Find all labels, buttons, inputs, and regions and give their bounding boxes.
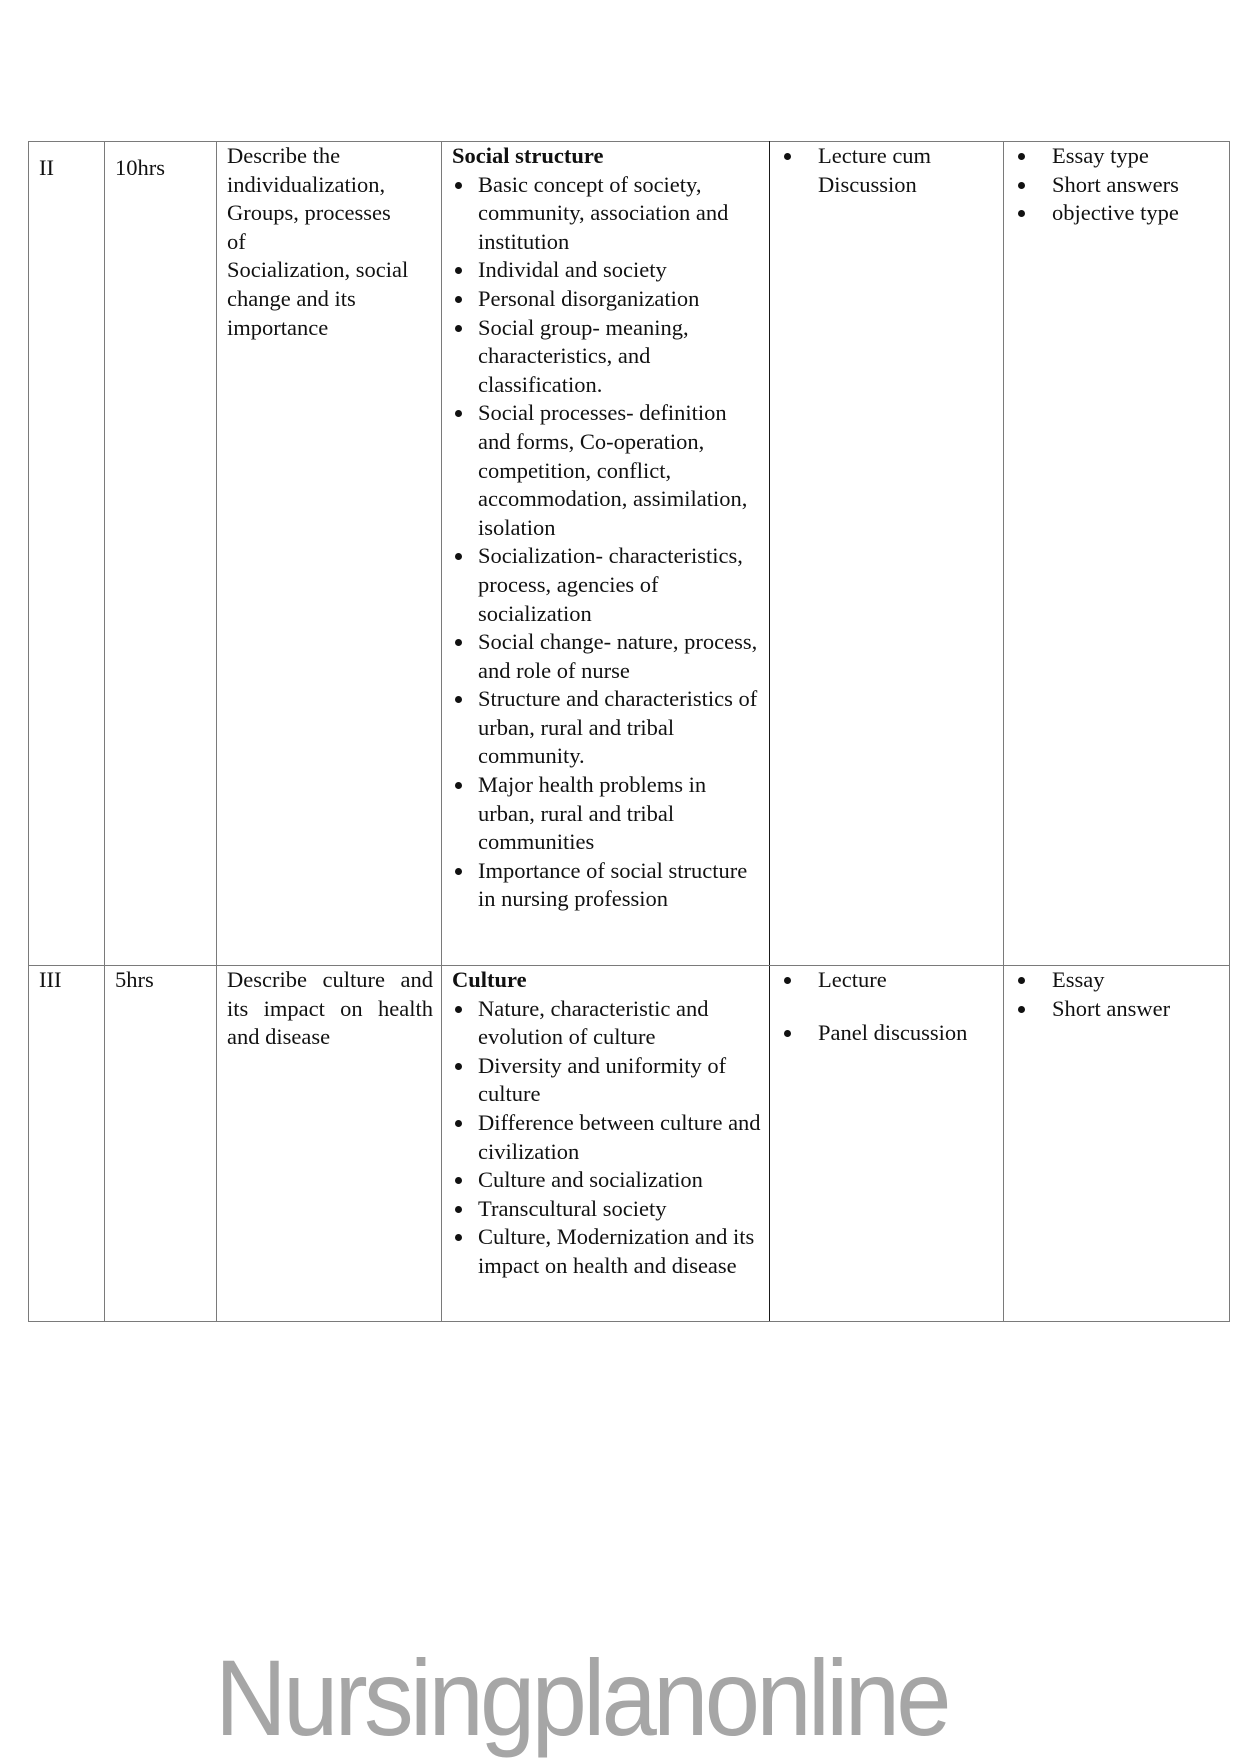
list-item: Diversity and uniformity of culture: [452, 1052, 761, 1109]
syllabus-table: [28, 141, 1230, 1322]
list-item: Culture and socialization: [452, 1166, 761, 1195]
methods-list: [780, 142, 995, 199]
evaluation-cell: [1004, 966, 1230, 1322]
unit-number: II: [39, 155, 54, 180]
unit-cell: [29, 142, 105, 966]
table-row-unit-ii: [29, 142, 1230, 966]
evaluation-cell: [1004, 142, 1230, 966]
list-item: Importance of social structure in nursing profession: [452, 857, 761, 914]
objective-line: Groups, processes: [227, 200, 391, 226]
list-item: Short answers: [1014, 171, 1221, 200]
list-item: Panel discussion: [780, 1019, 995, 1048]
content-heading: Social structure: [452, 143, 604, 168]
list-item: Individal and society: [452, 256, 761, 285]
unit-cell: [29, 966, 105, 1322]
objective-cell: [217, 966, 442, 1322]
hours-cell: [105, 142, 217, 966]
objective-text: Describe culture and its impact on health and disease: [227, 967, 433, 1050]
list-item: Essay: [1014, 966, 1221, 995]
list-item: Basic concept of society, community, association and institution: [452, 171, 761, 257]
content-list: [452, 995, 761, 1281]
content-cell: [442, 966, 770, 1322]
objective-line: of: [227, 228, 246, 254]
hours-value: 10hrs: [115, 155, 165, 180]
list-item: Difference between culture and civilization: [452, 1109, 761, 1166]
list-item: Socialization- characteristics, process, agencies of socialization: [452, 542, 761, 628]
list-item: Social group- meaning, characteristics, and classification.: [452, 314, 761, 400]
objective-line: individualization,: [227, 171, 386, 197]
objective-line: Socialization, social: [227, 257, 409, 283]
list-item: objective type: [1014, 199, 1221, 228]
methods-list: [780, 966, 995, 1047]
table-row-unit-iii: [29, 966, 1230, 1322]
list-item: Nature, characteristic and evolution of culture: [452, 995, 761, 1052]
list-item: Lecture: [780, 966, 995, 995]
content-list: [452, 171, 761, 914]
list-item: Transcultural society: [452, 1195, 761, 1224]
methods-cell: [770, 142, 1004, 966]
list-item: Social processes- definition and forms, Co-operation, competition, conflict, accommodation, assimilation, isolation: [452, 399, 761, 542]
objective-line: change and its: [227, 285, 356, 311]
list-item: Structure and characteristics of urban, rural and tribal community.: [452, 685, 761, 771]
list-item: Short answer: [1014, 995, 1221, 1024]
evaluation-list: [1014, 966, 1221, 1023]
hours-cell: [105, 966, 217, 1322]
evaluation-list: [1014, 142, 1221, 228]
objective-line: importance: [227, 314, 329, 340]
list-item: Social change- nature, process, and role of nurse: [452, 628, 761, 685]
objective-cell: [217, 142, 442, 966]
methods-cell: [770, 966, 1004, 1322]
watermark: Nursingplanonline: [215, 1637, 948, 1758]
unit-number: III: [39, 967, 62, 992]
list-item: Culture, Modernization and its impact on health and disease: [452, 1223, 761, 1280]
objective-line: Describe the: [227, 143, 341, 168]
content-cell: [442, 142, 770, 966]
list-item: Personal disorganization: [452, 285, 761, 314]
list-item: Major health problems in urban, rural and tribal communities: [452, 771, 761, 857]
list-item: Lecture cum Discussion: [780, 142, 995, 199]
hours-value: 5hrs: [115, 967, 154, 992]
content-heading: Culture: [452, 967, 527, 992]
list-item: Essay type: [1014, 142, 1221, 171]
